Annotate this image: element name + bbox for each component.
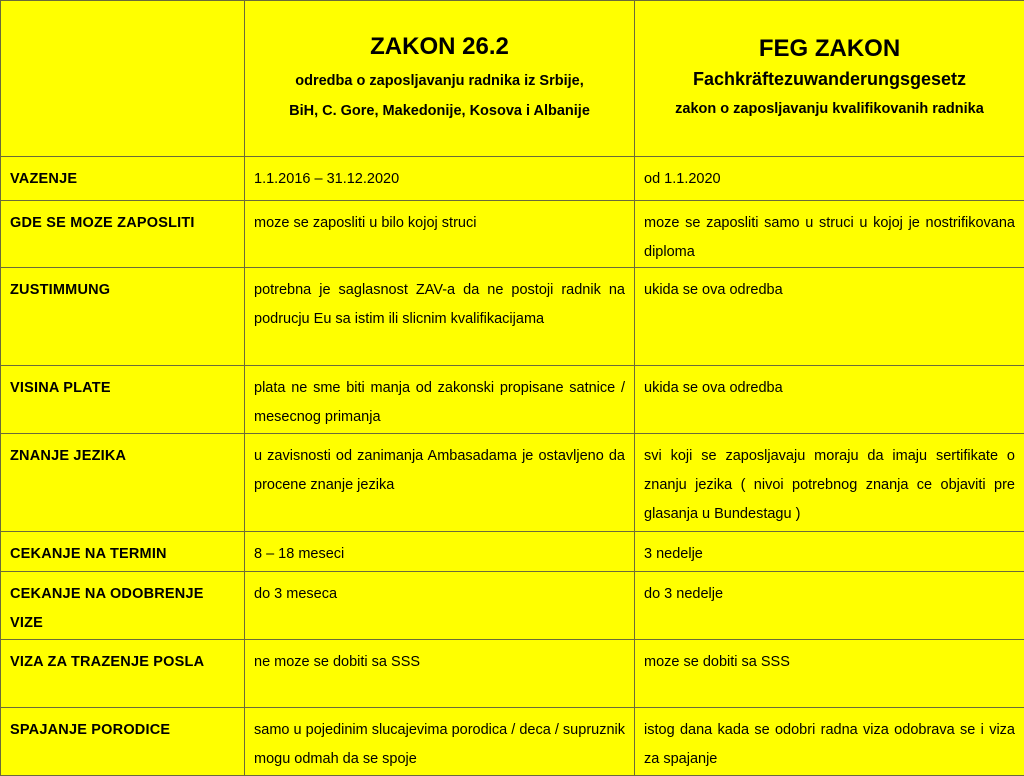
feg-zakon-desc: zakon o zaposljavanju kvalifikovanih radnika <box>641 94 1018 124</box>
zakon-26-2-cell: u zavisnosti od zanimanja Ambasadama je ostavljeno da procene znanje jezika <box>245 434 635 532</box>
row-label: GDE SE MOZE ZAPOSLITI <box>1 201 245 268</box>
row-label: VAZENJE <box>1 157 245 201</box>
zakon-26-2-cell: plata ne sme biti manja od zakonski propisane satnice / mesecnog primanja <box>245 366 635 434</box>
zakon-26-2-cell: ne moze se dobiti sa SSS <box>245 640 635 708</box>
zakon-26-2-cell: do 3 meseca <box>245 572 635 640</box>
row-label: VISINA PLATE <box>1 366 245 434</box>
row-label: CEKANJE NA TERMIN <box>1 532 245 572</box>
feg-cell: moze se zaposliti samo u struci u kojoj je nostrifikovana diploma <box>635 201 1024 268</box>
feg-cell: ukida se ova odredba <box>635 268 1024 366</box>
zakon-26-2-cell: 1.1.2016 – 31.12.2020 <box>245 157 635 201</box>
table-row <box>1 532 1024 572</box>
table-row <box>1 572 1024 640</box>
header-row <box>1 1 1024 157</box>
zakon-26-2-cell: samo u pojedinim slucajevima porodica / deca / supruznik mogu odmah da se spoje <box>245 708 635 776</box>
header-zakon-26-2 <box>245 1 635 157</box>
zakon-26-2-desc-line1: odredba o zaposljavanju radnika iz Srbije, <box>251 66 628 96</box>
feg-cell: 3 nedelje <box>635 532 1024 572</box>
table-row <box>1 434 1024 532</box>
feg-zakon-title: FEG ZAKON <box>641 34 1018 64</box>
table-row <box>1 640 1024 708</box>
table-row <box>1 201 1024 268</box>
feg-cell: od 1.1.2020 <box>635 157 1024 201</box>
row-label: VIZA ZA TRAZENJE POSLA <box>1 640 245 708</box>
zakon-26-2-title: ZAKON 26.2 <box>251 32 628 62</box>
feg-cell: svi koji se zaposljavaju moraju da imaju sertifikate o znanju jezika ( nivoi potrebnog znanja ce objaviti pre glasanja u Bundestagu ) <box>635 434 1024 532</box>
feg-zakon-subtitle: Fachkräftezuwanderungsgesetz <box>641 64 1018 94</box>
header-empty-cell <box>1 1 245 157</box>
zakon-26-2-cell: potrebna je saglasnost ZAV-a da ne postoji radnik na podrucju Eu sa istim ili slicnim kvalifikacijama <box>245 268 635 366</box>
table-row <box>1 157 1024 201</box>
row-label: ZUSTIMMUNG <box>1 268 245 366</box>
feg-cell: ukida se ova odredba <box>635 366 1024 434</box>
feg-cell: istog dana kada se odobri radna viza odobrava se i viza za spajanje <box>635 708 1024 776</box>
row-label: ZNANJE JEZIKA <box>1 434 245 532</box>
row-label: CEKANJE NA ODOBRENJE VIZE <box>1 572 245 640</box>
header-feg-zakon <box>635 1 1024 157</box>
feg-cell: moze se dobiti sa SSS <box>635 640 1024 708</box>
feg-cell: do 3 nedelje <box>635 572 1024 640</box>
zakon-26-2-cell: moze se zaposliti u bilo kojoj struci <box>245 201 635 268</box>
table-row <box>1 366 1024 434</box>
table-row <box>1 268 1024 366</box>
zakon-26-2-desc-line2: BiH, C. Gore, Makedonije, Kosova i Albanije <box>251 96 628 126</box>
zakon-26-2-cell: 8 – 18 meseci <box>245 532 635 572</box>
table-row <box>1 708 1024 776</box>
row-label: SPAJANJE PORODICE <box>1 708 245 776</box>
